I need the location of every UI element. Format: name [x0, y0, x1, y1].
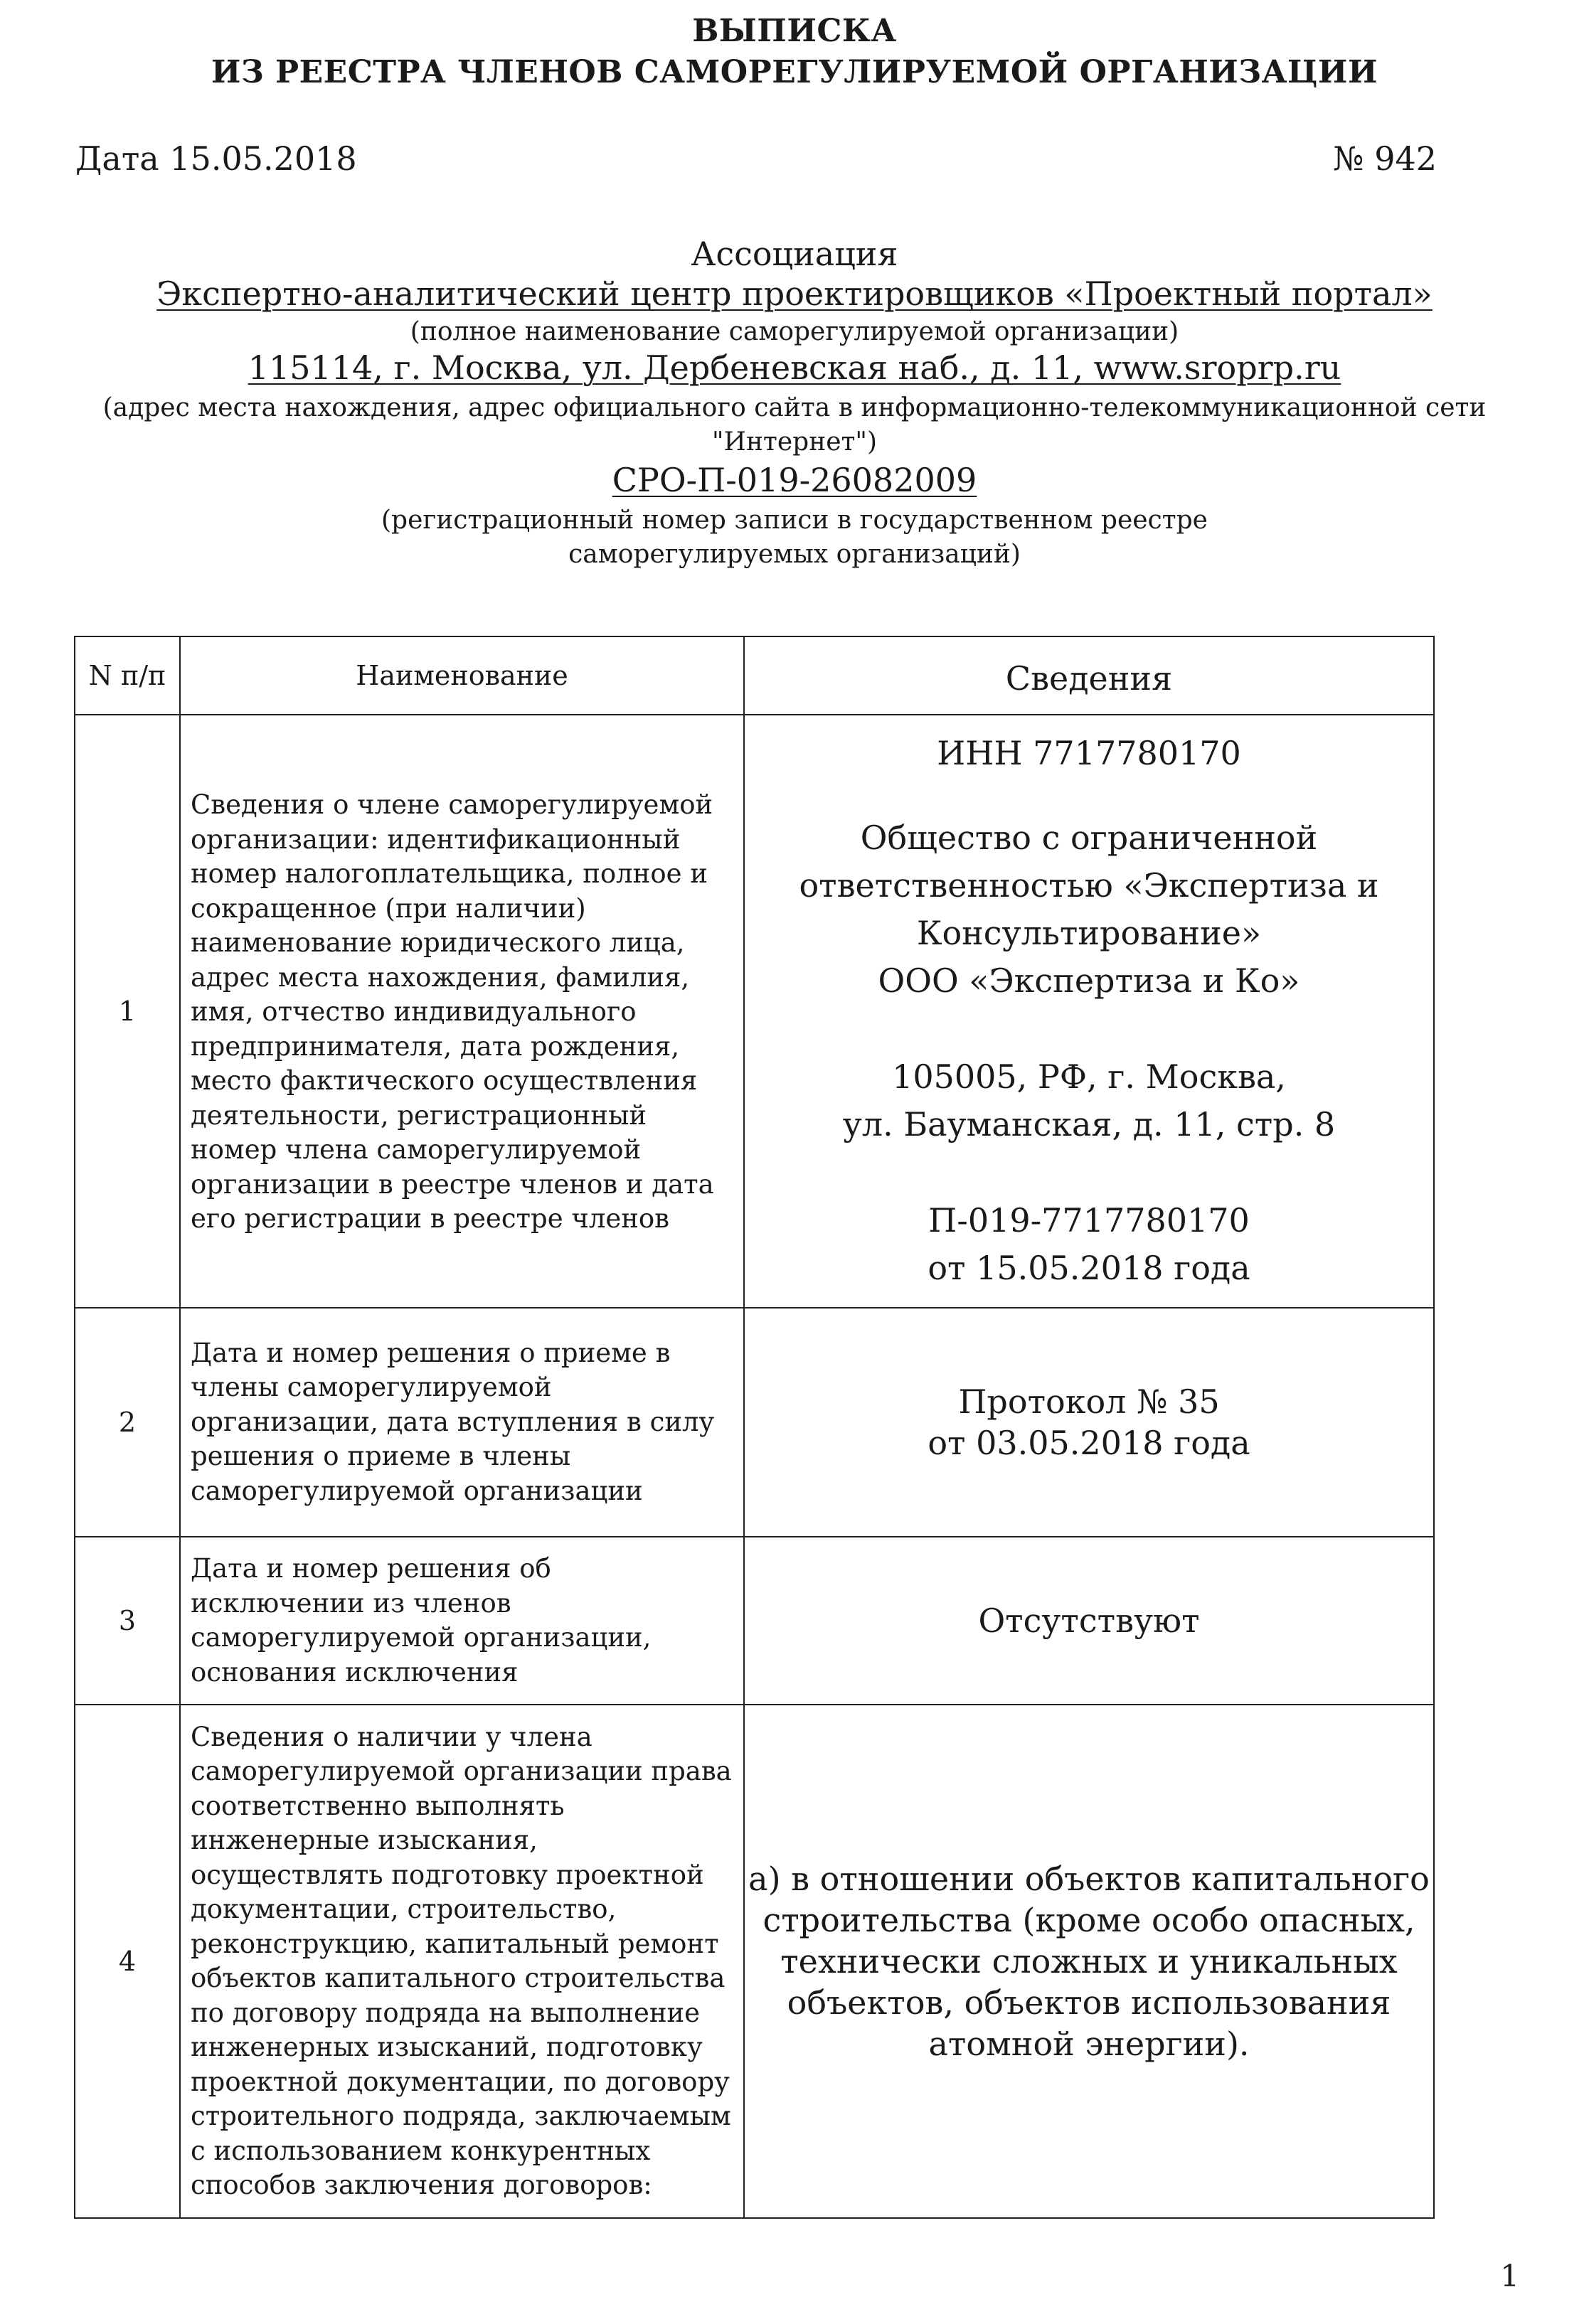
table-row	[75, 1537, 1434, 1705]
row-description: Дата и номер решения об исключении из членов саморегулируемой организации, основания исключения	[180, 1537, 744, 1705]
row-description: Сведения о наличии у члена саморегулируемой организации права соответственно выполнять инженерные изыскания, осуществлять подготовку проектной документации, строительство, реконструкцию, капитальный ремонт объектов капитального строительства по договору подряда на выполнение инженерных изысканий, подготовку проектной документации, по договору строительного подряда, заключаемым с использованием конкурентных способов заключения договоров:	[180, 1705, 744, 2218]
org-address: 115114, г. Москва, ул. Дербеневская наб., д. 11, www.sroprp.ru	[248, 348, 1341, 387]
row-value	[744, 715, 1434, 1308]
org-address-caption	[71, 391, 1518, 459]
member-full-name-line1: Общество с ограниченной	[860, 819, 1318, 857]
member-address-line2: ул. Бауманская, д. 11, стр. 8	[842, 1105, 1336, 1144]
document-title: ВЫПИСКА	[692, 13, 897, 49]
spacer	[745, 777, 1433, 814]
org-reg-caption	[71, 503, 1518, 572]
member-inn: ИНН 7717780170	[937, 734, 1241, 772]
rights-line4: объектов, объектов использования	[787, 1983, 1391, 2022]
row-value	[744, 1308, 1434, 1537]
table-row	[75, 1705, 1434, 2218]
rights-line1: а) в отношении объектов капитального	[748, 1860, 1430, 1898]
row-number: 1	[75, 715, 180, 1308]
spacer	[745, 1148, 1433, 1197]
table-row	[75, 715, 1434, 1308]
org-address-caption-line2: "Интернет")	[711, 427, 878, 457]
org-reg-caption-line1: (регистрационный номер записи в государственном реестре	[381, 506, 1208, 535]
table-row	[75, 1308, 1434, 1537]
document-date: Дата 15.05.2018	[75, 139, 357, 178]
member-address-line1: 105005, РФ, г. Москва,	[892, 1057, 1286, 1096]
protocol-date: от 03.05.2018 года	[928, 1424, 1250, 1462]
row-description: Дата и номер решения о приеме в члены саморегулируемой организации, дата вступления в силу решения о приеме в члены саморегулируемой организации	[180, 1308, 744, 1537]
rights-line3: технически сложных и уникальных	[780, 1942, 1398, 1981]
org-name: Экспертно-аналитический центр проектировщиков «Проектный портал»	[156, 274, 1433, 313]
row-description: Сведения о члене саморегулируемой организации: идентификационный номер налогоплательщика, полное и сокращенное (при наличии) наименование юридического лица, адрес места нахождения, фамилия, имя, отчество индивидуального предпринимателя, дата рождения, место фактического осуществления деятельности, регистрационный номер члена саморегулируемой организации в реестре членов и дата его регистрации в реестре членов	[180, 715, 744, 1308]
document-subtitle: ИЗ РЕЕСТРА ЧЛЕНОВ САМОРЕГУЛИРУЕМОЙ ОРГАНИЗАЦИИ	[211, 54, 1378, 90]
org-reg-number: СРО-П-019-26082009	[612, 461, 977, 499]
member-full-name-line3: Консультирование»	[916, 914, 1262, 952]
document-number: № 942	[1333, 139, 1437, 178]
row-number: 4	[75, 1705, 180, 2218]
page-number: 1	[1500, 2259, 1519, 2293]
member-full-name-line2: ответственностью «Экспертиза и	[799, 866, 1379, 905]
rights-line2: строительства (кроме особо опасных,	[762, 1901, 1415, 1939]
org-reg-caption-line2: саморегулируемых организаций)	[568, 540, 1021, 569]
row-number: 3	[75, 1537, 180, 1705]
org-address-caption-line1: (адрес места нахождения, адрес официального сайта в информационно-телекоммуникационной сети	[102, 393, 1487, 422]
header-cell-info: Сведения	[744, 636, 1434, 715]
row-value: Отсутствуют	[744, 1537, 1434, 1705]
org-form: Ассоциация	[691, 235, 898, 273]
org-name-caption: (полное наименование саморегулируемой организации)	[410, 317, 1179, 346]
row-number: 2	[75, 1308, 180, 1537]
header-cell-name: Наименование	[180, 636, 744, 715]
rights-line5: атомной энергии).	[928, 2025, 1250, 2063]
row-value	[744, 1705, 1434, 2218]
protocol-number: Протокол № 35	[958, 1382, 1220, 1421]
header-cell-number: N п/п	[75, 636, 180, 715]
registry-table	[74, 636, 1435, 2219]
member-short-name: ООО «Экспертиза и Ко»	[878, 961, 1300, 1000]
spacer	[745, 1005, 1433, 1053]
member-reg-number: П-019-7717780170	[928, 1201, 1250, 1240]
member-reg-date: от 15.05.2018 года	[928, 1249, 1250, 1287]
table-header-row	[75, 636, 1434, 715]
